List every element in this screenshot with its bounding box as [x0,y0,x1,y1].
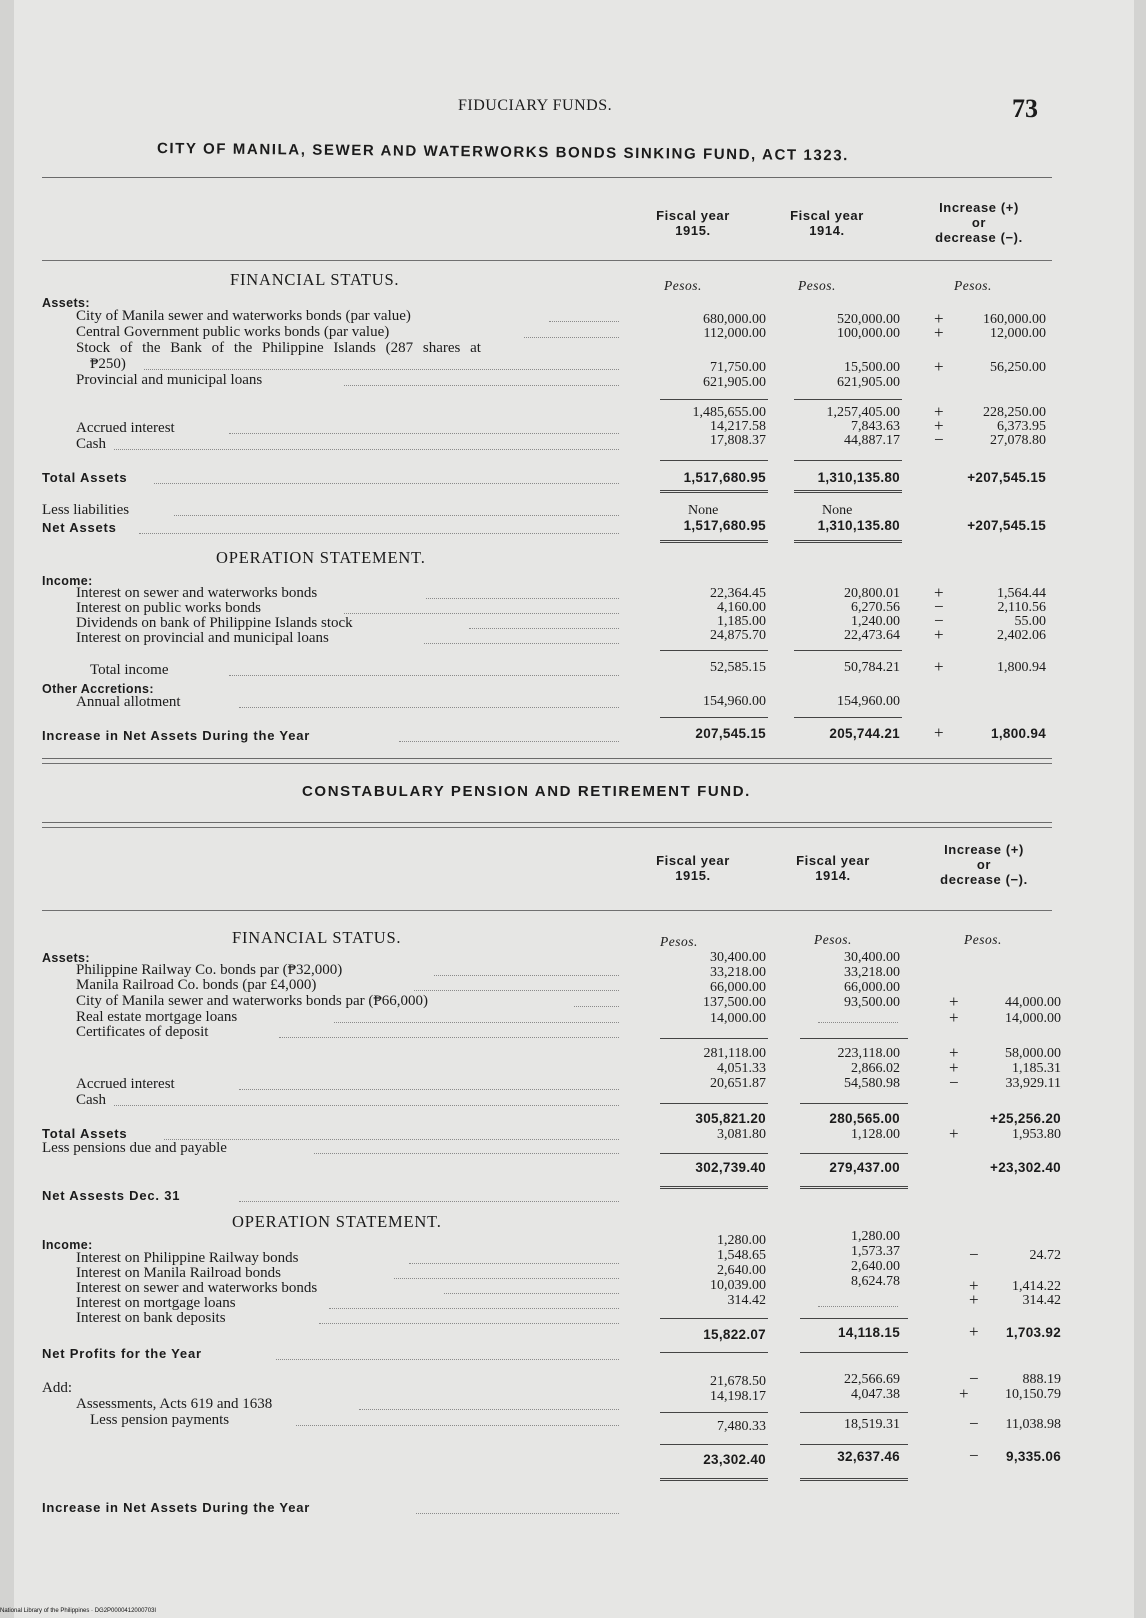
manila-financial-status-heading: FINANCIAL STATUS. [230,270,400,289]
total-assets-label: Total Assets [42,1126,128,1141]
unit-label: Pesos. [954,278,992,293]
change-value: 1,564.44 [997,586,1046,601]
total-assets-label: Total Assets [42,470,128,485]
value-1914: 54,580.98 [844,1076,900,1091]
asset-label: City of Manila sewer and waterworks bonds par (₱66,000) [76,993,429,1009]
assessments-label: Assessments, Acts 619 and 1638 [76,1396,273,1412]
annual-allotment-label: Annual allotment [76,694,181,710]
net-assets-label: Net Assets [42,520,117,535]
accrued-interest-label: Accrued interest [76,420,175,436]
increase-1914: 205,744.21 [829,726,900,741]
cash-label: Cash [76,436,106,452]
value-1915: 112,000.00 [703,326,766,341]
value-1914: 100,000.00 [837,326,900,341]
constabulary-fund-title: CONSTABULARY PENSION AND RETIREMENT FUND. [302,783,751,800]
value-1914: 2,640.00 [851,1259,900,1274]
increase-net-assets-label: Increase in Net Assets During the Year [42,728,311,743]
constab-col-1915: Fiscal year 1915. [656,853,730,883]
increase-1915: 23,302.40 [703,1452,766,1467]
assets-label: Assets: [42,296,90,310]
value-1914: 22,566.69 [844,1372,900,1387]
change-value: 10,150.79 [1005,1387,1061,1402]
change-value: 27,078.80 [990,433,1046,448]
change-value: 33,929.11 [1005,1076,1061,1091]
value-1914: 18,519.31 [844,1417,900,1432]
total-1914: 280,565.00 [829,1111,900,1126]
value-1914: 30,400.00 [844,950,900,965]
value-1915: 66,000.00 [710,980,766,995]
value-1914: 621,905.00 [837,375,900,390]
value-1915: 14,000.00 [710,1011,766,1026]
asset-label: Provincial and municipal loans [76,372,263,388]
unit-label: Pesos. [814,932,852,947]
value-1915: 30,400.00 [710,950,766,965]
increase-change: 1,800.94 [991,726,1046,741]
change-value: 2,110.56 [997,600,1046,615]
net-profits-label: Net Profits for the Year [42,1346,202,1361]
net-assets-label: Net Assests Dec. 31 [42,1188,181,1203]
less-pension-payments-label: Less pension payments [90,1412,230,1428]
change-value: 1,953.80 [1012,1127,1061,1142]
change-value: 14,000.00 [1005,1011,1061,1026]
page-number: 73 [1012,94,1038,123]
unit-label: Pesos. [664,278,702,293]
value-1914: 1,240.00 [851,614,900,629]
constab-col-1914: Fiscal year 1914. [796,853,870,883]
value-1915: 2,640.00 [717,1263,766,1278]
value-1915: 7,480.33 [717,1419,766,1434]
manila-col-change: Increase (+) or decrease (−). [935,200,1023,245]
net-profit-1914: 14,118.15 [837,1325,900,1340]
total-income-label: Total income [90,662,169,678]
value-1914: 33,218.00 [844,965,900,980]
value-1915: 314.42 [727,1293,766,1308]
net-change: +23,302.40 [990,1160,1061,1175]
manila-fund-title: CITY OF MANILA, SEWER AND WATERWORKS BONDS SINKING FUND, ACT 1323. [156,140,850,165]
change-value: 2,402.06 [997,628,1046,643]
value-1914: 44,887.17 [844,433,900,448]
digitization-footer: National Library of the Philippines · DG2P0000412000703I [0,1608,157,1614]
change-value: 55.00 [1014,614,1046,629]
unit-label: Pesos. [660,934,698,949]
asset-label: Real estate mortgage loans [76,1009,238,1025]
manila-top-rule [42,177,1052,178]
value-1914: 520,000.00 [837,312,900,327]
value-1914: 50,784.21 [844,660,900,675]
value-1915: 20,651.87 [710,1076,766,1091]
income-item-label: Interest on public works bonds [76,600,261,616]
value-1914: 4,047.38 [851,1387,900,1402]
constab-head-rule [42,910,1052,911]
income-item-label: Interest on provincial and municipal loans [76,630,329,646]
value-1914: 1,573.37 [851,1244,900,1259]
total-1915: 305,821.20 [695,1111,766,1126]
value-1915: 4,051.33 [717,1061,766,1076]
income-item-label: Interest on bank deposits [76,1310,226,1326]
value-1915: 4,160.00 [717,600,766,615]
asset-label: City of Manila sewer and waterworks bonds (par value) [76,308,411,324]
change-value: 12,000.00 [990,326,1046,341]
value-1914: 7,843.63 [851,419,900,434]
income-item-label: Interest on sewer and waterworks bonds [76,585,318,601]
asset-label: Certificates of deposit [76,1024,209,1040]
net-profit-1915: 15,822.07 [703,1327,766,1342]
manila-head-rule [42,260,1052,261]
change-value: 6,373.95 [997,419,1046,434]
change-value: 888.19 [1022,1372,1061,1387]
increase-1914: 32,637.46 [837,1449,900,1464]
change-value: 1,800.94 [997,660,1046,675]
value-1915: 33,218.00 [710,965,766,980]
income-item-label: Interest on mortgage loans [76,1295,236,1311]
value-1915: 14,198.17 [710,1389,766,1404]
value-1915: 10,039.00 [710,1278,766,1293]
document-page: FIDUCIARY FUNDS. 73 CITY OF MANILA, SEWER AND WATERWORKS BONDS SINKING FUND, ACT 1323. Fiscal year 1915. Fiscal year 1914. Increase (+) or decrease (−). FINANCIAL STATUS. Pesos. Pesos. Pesos. Assets: City of Manila sewer and waterworks bonds (par value) 680,000.00 520,000.00 + 160,000.00 Central Government public works bonds (par value) 112,000.00 100,000.00 + 12,000.00 Stock of the Bank of the Philippine Islands (287 shares at ₱250) 71,750.00 15,500.00 + 56,250.00 Provincial and municipal loans 621,905.00 621,905.00 1,485,655.00 1,257,405.00 + 228,250.00 Accrued interest 14,217.58 7,843.63 + 6,373.95 Cash 17,808.37 44,887.17 − 27,078.80 Total Assets 1,517,680.95 1,310,135.80 +207,545.15 Less liabilities None None Net Assets 1,517,680.95 1,310,135.80 +207,545.15 OPERATION STATEMENT. Income: Interest on sewer and waterworks bonds 22,364.45 20,800.01 + 1,564.44 Interest on public works bonds 4,160.00 6,270.56 − 2,110.56 Dividends on bank of Philippine Islands stock 1,185.00 1,240.00 − 55.00 Interest on provincial and municipal loans 24,875.70 22,473.64 + 2,402.06 Total income 52,585.15 50,784.21 + 1,800.94 Other Accretions: Annual allotment 154,960.00 154,960.00 Increase in Net Assets During the Year 207,545.15 205,744.21 + 1,800.94 CONSTABULARY PENSION AND RETIREMENT FUND. Fiscal year 1915. Fiscal year 1914. Increase (+) or decrease (−). FINANCIAL STATUS. Pesos. Pesos. Pesos. Assets: Philippine Railway Co. bonds par (₱32,000) 30,400.00 30,400.00 Manila Railroad Co. bonds (par £4,000) 33,218.00 33,218.00 City of Manila sewer and waterworks bonds par (₱66,000) 66,000.00 66,000.00 Real estate mortgage loans 137,500.00 93,500.00 + 44,000.00 Certificates of deposit 14,000.00 + 14,000.00 281,118.00 223,118.00 + 58,000.00 Accrued interest 4,051.33 2,866.02 + 1,185.31 Cash 20,651.87 54,580.98 − 33,929.11 305,821.20 280,565.00 +25,256.20 Total Assets Less pensions due and payable 3,081.80 1,128.00 + 1,953.80 302,739.40 279,437.00 +23,302.40 Net Assests Dec. 31 OPERATION STATEMENT. Income: Interest on Philippine Railway bonds 1,280.00 1,280.00 Interest on Manila Railroad bonds 1,548.65 1,573.37 − 24.72 Interest on sewer and waterworks bonds 2,640.00 2,640.00 Interest on mortgage loans 10,039.00 8,624.78 + 1,414.22 Interest on bank deposits 314.42 + 314.42 15,822.07 14,118.15 + 1,703.92 Net Profits for the Year Add: 21,678.50 22,566.69 − 888.19 Assessments, Acts 619 and 1638 14,198.17 4,047.38 + 10,150.79 Less pension payments 7,480.33 18,519.31 − 11,038.98 23,302.40 32,637.46 − 9,335.06 Increase in Net Assets During the Year [14,0,1134,1618]
other-accretions-label: Other Accretions: [42,682,154,696]
change-value: 314.42 [1022,1293,1061,1308]
net-1914: 1,310,135.80 [817,518,900,533]
income-item-label: Interest on Philippine Railway bonds [76,1250,299,1266]
accrued-interest-label: Accrued interest [76,1076,175,1092]
change-value: 1,185.31 [1012,1061,1061,1076]
unit-label: Pesos. [798,278,836,293]
value-1914: 20,800.01 [844,586,900,601]
value-1914: 1,128.00 [851,1127,900,1142]
value-1915: 1,280.00 [717,1233,766,1248]
increase-change: 9,335.06 [1006,1449,1061,1464]
manila-col-1915: Fiscal year 1915. [656,208,730,238]
value-1915: 22,364.45 [710,586,766,601]
net-1914: 279,437.00 [829,1160,900,1175]
total-1915: 1,517,680.95 [683,470,766,485]
value-1915: 71,750.00 [710,360,766,375]
value-1915: 52,585.15 [710,660,766,675]
constab-col-change: Increase (+) or decrease (−). [940,842,1028,887]
unit-label: Pesos. [964,932,1002,947]
income-item-label: Interest on sewer and waterworks bonds [76,1280,318,1296]
value-1914: None [822,503,853,518]
change-sign: + [934,309,944,328]
change-value: 56,250.00 [990,360,1046,375]
value-1914: 66,000.00 [844,980,900,995]
total-1914: 1,310,135.80 [817,470,900,485]
constab-financial-status-heading: FINANCIAL STATUS. [232,928,402,947]
value-1915: 1,185.00 [717,614,766,629]
value-1915: None [688,503,719,518]
net-1915: 1,517,680.95 [683,518,766,533]
value-1915: 1,548.65 [717,1248,766,1263]
change-value: 24.72 [1029,1248,1061,1263]
change-sign: + [934,357,944,376]
value-1914: 22,473.64 [844,628,900,643]
value-1914: 6,270.56 [851,600,900,615]
manila-operation-heading: OPERATION STATEMENT. [216,548,426,567]
change-value: 11,038.98 [1005,1417,1061,1432]
constab-operation-heading: OPERATION STATEMENT. [232,1212,442,1231]
net-change: +207,545.15 [967,518,1046,533]
subtotal-1915: 281,118.00 [703,1046,766,1061]
value-1914: 15,500.00 [844,360,900,375]
manila-col-1914: Fiscal year 1914. [790,208,864,238]
subtotal-1914: 1,257,405.00 [826,405,900,420]
value-1914: 2,866.02 [851,1061,900,1076]
asset-label: Stock of the Bank of the Philippine Islands (287 shares at [76,340,481,356]
total-change: +25,256.20 [990,1111,1061,1126]
running-head: FIDUCIARY FUNDS. [458,97,613,114]
value-1915: 154,960.00 [703,694,766,709]
value-1915: 137,500.00 [703,995,766,1010]
value-1915: 621,905.00 [703,375,766,390]
increase-net-assets-label: Increase in Net Assets During the Year [42,1500,311,1515]
less-liabilities-label: Less liabilities [42,502,130,518]
value-1914: 93,500.00 [844,995,900,1010]
asset-label: Philippine Railway Co. bonds par (₱32,000) [76,962,343,978]
increase-1915: 207,545.15 [695,726,766,741]
subtotal-1915: 1,485,655.00 [692,405,766,420]
change-value: 160,000.00 [983,312,1046,327]
value-1914: 154,960.00 [837,694,900,709]
total-change: +207,545.15 [967,470,1046,485]
income-item-label: Dividends on bank of Philippine Islands stock [76,615,353,631]
asset-label: Manila Railroad Co. bonds (par £4,000) [76,977,317,993]
income-item-label: Interest on Manila Railroad bonds [76,1265,281,1281]
cash-label: Cash [76,1092,106,1108]
manila-bottom-rule [42,758,1052,759]
assets-label: Assets: [42,951,90,965]
income-label: Income: [42,574,93,588]
net-1915: 302,739.40 [695,1160,766,1175]
asset-label: Central Government public works bonds (par value) [76,324,390,340]
subtotal-1914: 223,118.00 [837,1046,900,1061]
value-1915: 17,808.37 [710,433,766,448]
value-1915: 24,875.70 [710,628,766,643]
asset-label: ₱250) [90,356,126,372]
change-sign: + [934,323,944,342]
net-profit-change: 1,703.92 [1006,1325,1061,1340]
subtotal-change: 228,250.00 [983,405,1046,420]
income-label: Income: [42,1238,93,1252]
constab-top-rule [42,822,1052,823]
value-1914: 8,624.78 [851,1274,900,1289]
value-1915: 21,678.50 [710,1374,766,1389]
value-1915: 14,217.58 [710,419,766,434]
value-1915: 3,081.80 [717,1127,766,1142]
add-label: Add: [42,1380,72,1396]
value-1915: 680,000.00 [703,312,766,327]
subtotal-change: 58,000.00 [1005,1046,1061,1061]
less-pensions-label: Less pensions due and payable [42,1140,227,1156]
change-value: 44,000.00 [1005,995,1061,1010]
change-value: 1,414.22 [1012,1279,1061,1294]
value-1914: 1,280.00 [851,1229,900,1244]
